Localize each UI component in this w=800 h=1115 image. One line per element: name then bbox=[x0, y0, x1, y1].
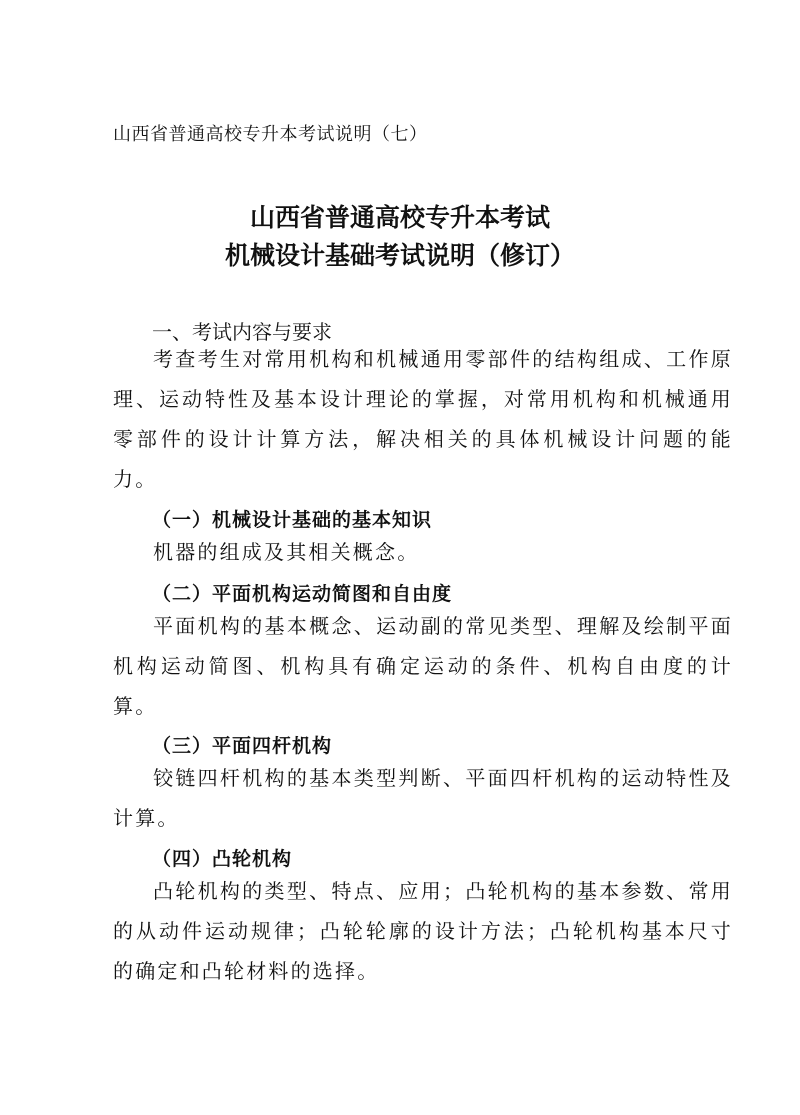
intro-paragraph: 考查考生对常用机构和机械通用零部件的结构组成、工作原理、运动特性及基本设计理论的掌握，对常用机构和机械通用零部件的设计计算方法，解决相关的具体机械设计问题的能力。 bbox=[113, 347, 733, 491]
section-heading: 一、考试内容与要求 bbox=[152, 320, 332, 344]
subsection-heading-3: （三）平面四杆机构 bbox=[152, 735, 333, 757]
subsection-body-1: 机器的组成及其相关概念。 bbox=[153, 540, 420, 564]
document-title-line1: 山西省普通高校专升本考试 bbox=[249, 203, 550, 232]
subsection-body-2: 平面机构的基本概念、运动副的常见类型、理解及绘制平面机构运动简图、机构具有确定运动的条件、机构自由度的计算。 bbox=[113, 614, 733, 718]
document-title-line2: 机械设计基础考试说明（修订） bbox=[224, 241, 575, 270]
subsection-heading-2: （二）平面机构运动简图和自由度 bbox=[152, 583, 453, 605]
subsection-body-3: 铰链四杆机构的基本类型判断、平面四杆机构的运动特性及计算。 bbox=[113, 766, 733, 830]
subsection-body-4: 凸轮机构的类型、特点、应用；凸轮机构的基本参数、常用的从动件运动规律；凸轮轮廓的设计方法；凸轮机构基本尺寸的确定和凸轮材料的选择。 bbox=[113, 879, 733, 983]
series-header: 山西省普通高校专升本考试说明（七） bbox=[113, 124, 428, 145]
subsection-heading-1: （一）机械设计基础的基本知识 bbox=[152, 509, 433, 531]
subsection-heading-4: （四）凸轮机构 bbox=[152, 848, 293, 870]
